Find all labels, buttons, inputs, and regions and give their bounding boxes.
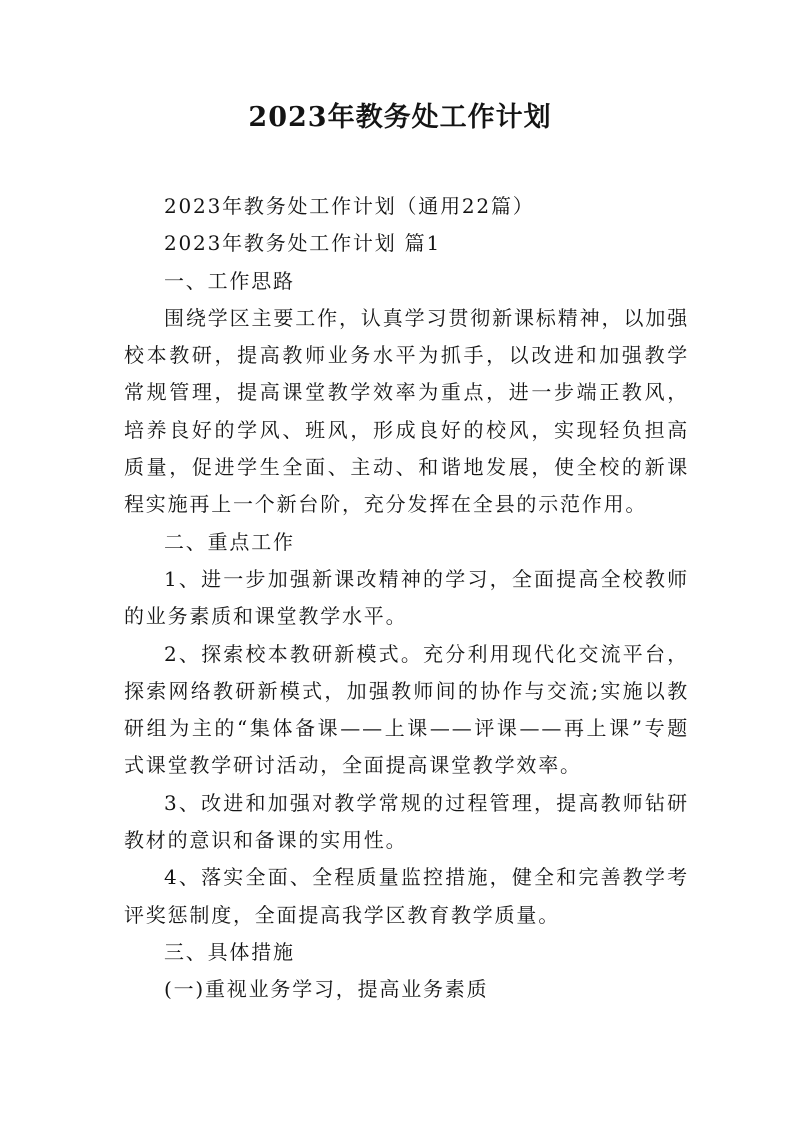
paragraph-subtitle: 2023年教务处工作计划（通用22篇） [164, 194, 535, 218]
document-title: 2023年教务处工作计划 [248, 102, 552, 133]
paragraph-key-work-4: 4、落实全面、全程质量监控措施，健全和完善教学考评奖惩制度，全面提高我学区教育教学质量。 [124, 865, 689, 927]
paragraph-work-approach: 围绕学区主要工作，认真学习贯彻新课标精神，以加强校本教研，提高教师业务水平为抓手，以改进和加强教学常规管理，提高课堂教学效率为重点，进一步端正教风，培养良好的学风、班风，形成良好的校风，实现轻负担高质量，促进学生全面、主动、和谐地发展，使全校的新课程实施再上一个新台阶，充分发挥在全县的示范作用。 [124, 305, 689, 517]
heading-specific-measures: 三、具体措施 [164, 939, 295, 964]
paragraph-key-work-3: 3、改进和加强对教学常规的过程管理，提高教师钻研教材的意识和备课的实用性。 [124, 790, 689, 853]
paragraph-key-work-1: 1、进一步加强新课改精神的学习，全面提高全校教师的业务素质和课堂教学水平。 [124, 566, 689, 629]
heading-work-approach: 一、工作思路 [164, 268, 295, 293]
document-body [124, 188, 689, 1009]
paragraph-section-heading: 2023年教务处工作计划 篇1 [164, 231, 441, 256]
subheading-business-study: (一)重视业务学习，提高业务素质 [164, 977, 489, 1002]
paragraph-key-work-2: 2、探索校本教研新模式。充分利用现代化交流平台，探索网络教研新模式，加强教师间的协作与交流;实施以教研组为主的“集体备课——上课——评课——再上课”专题式课堂教学研讨活动，全面提高课堂教学效率。 [124, 641, 689, 778]
heading-key-work: 二、重点工作 [164, 529, 295, 554]
